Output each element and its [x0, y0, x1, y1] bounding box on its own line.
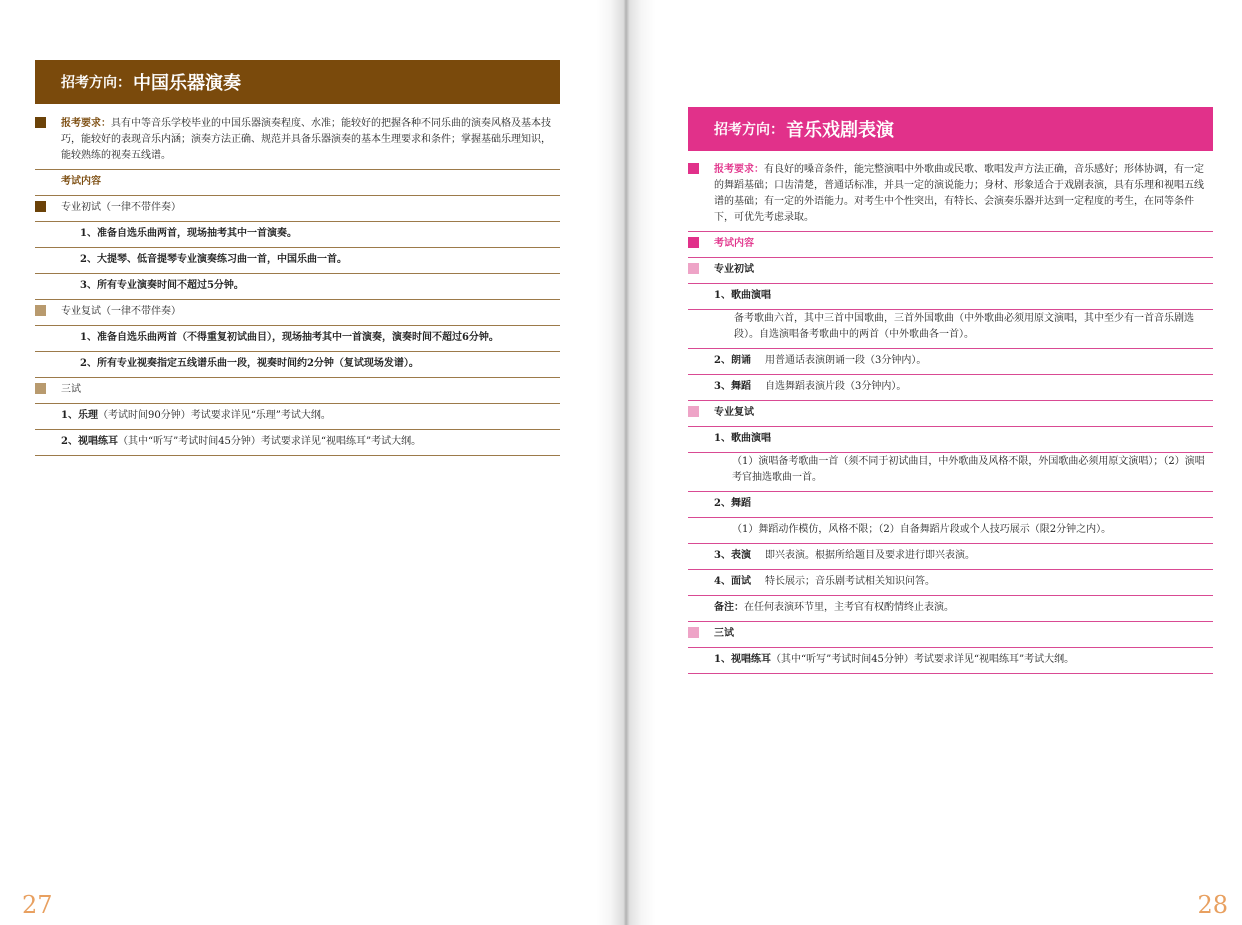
right-page: [620, 0, 1242, 925]
left-third-round-item: 1、乐理（考试时间90分钟）考试要求详见“乐理”考试大纲。: [35, 404, 560, 430]
right-header-title: 音乐戏剧表演: [786, 120, 894, 141]
right-second-singing-text: （1）演唱备考歌曲一首（须不同于初试曲目，中外歌曲及风格不限，外国歌曲必须用原文演唱）；（2）演唱考官抽选歌曲一首。: [688, 453, 1213, 492]
right-first-singing-title: 1、歌曲演唱: [688, 284, 1213, 310]
right-second-singing-title: 1、歌曲演唱: [688, 427, 1213, 453]
left-page: [0, 0, 620, 925]
left-header-label: 招考方向：: [61, 75, 131, 91]
right-second-dance-title: 2、舞蹈: [688, 492, 1213, 518]
square-bullet-icon: [35, 383, 46, 394]
square-bullet-icon: [35, 305, 46, 316]
left-first-round-item: 1、准备自选乐曲两首，现场抽考其中一首演奏。: [35, 222, 560, 248]
left-second-round-heading: 专业复试（一律不带伴奏）: [35, 300, 560, 326]
right-first-recitation: 2、朗诵 用普通话表演朗诵一段（3分钟内）。: [688, 349, 1213, 375]
square-bullet-icon: [688, 163, 699, 174]
right-requirement-label: 报考要求：: [714, 164, 764, 175]
left-second-round-item: 2、所有专业视奏指定五线谱乐曲一段，视奏时间约2分钟（复试现场发谱）。: [35, 352, 560, 378]
square-bullet-icon: [688, 263, 699, 274]
page-number-right: 28: [1197, 891, 1228, 919]
left-exam-content-heading: 考试内容: [35, 170, 560, 196]
right-header-label: 招考方向：: [714, 122, 784, 138]
square-bullet-icon: [35, 201, 46, 212]
left-third-round-item: 2、视唱练耳（其中“听写”考试时间45分钟）考试要求详见“视唱练耳”考试大纲。: [35, 430, 560, 456]
page-number-left: 27: [22, 891, 53, 919]
square-bullet-icon: [688, 406, 699, 417]
square-bullet-icon: [688, 627, 699, 638]
left-first-round-heading: 专业初试（一律不带伴奏）: [35, 196, 560, 222]
left-third-round-heading: 三试: [35, 378, 560, 404]
right-first-singing-text: 备考歌曲六首，其中三首中国歌曲，三首外国歌曲（中外歌曲必须用原文演唱，其中至少有一首音乐剧选段）。自选演唱备考歌曲中的两首（中外歌曲各一首）。: [688, 310, 1213, 349]
right-requirement-text: 有良好的嗓音条件，能完整演唱中外歌曲或民歌、歌唱发声方法正确，音乐感好；形体协调，有一定的舞蹈基础；口齿清楚，普通话标准，并具一定的演说能力；身材、形象适合于戏剧表演，具有乐理和视唱五线谱的基础；有一定的外语能力。对考生中个性突出，有特长、会演奏乐器并达到一定程度的考生，在同等条件下，可优先考虑录取。: [714, 164, 1204, 223]
right-third-round-heading: 三试: [688, 622, 1213, 648]
left-content: [35, 112, 560, 456]
left-section-header: [35, 60, 560, 104]
right-second-remark: 备注：在任何表演环节里，主考官有权酌情终止表演。: [688, 596, 1213, 622]
right-requirement: [688, 158, 1213, 232]
right-first-round-heading: 专业初试: [688, 258, 1213, 284]
left-first-round-item: 3、所有专业演奏时间不超过5分钟。: [35, 274, 560, 300]
square-bullet-icon: [688, 237, 699, 248]
left-requirement: [35, 112, 560, 170]
left-header-title: 中国乐器演奏: [133, 73, 241, 94]
left-second-round-item: 1、准备自选乐曲两首（不得重复初试曲目），现场抽考其中一首演奏，演奏时间不超过6分钟。: [35, 326, 560, 352]
right-content: [688, 158, 1213, 674]
left-requirement-label: 报考要求：: [61, 118, 111, 129]
right-section-header: [688, 107, 1213, 151]
right-second-round-heading: 专业复试: [688, 401, 1213, 427]
left-first-round-item: 2、大提琴、低音提琴专业演奏练习曲一首，中国乐曲一首。: [35, 248, 560, 274]
right-exam-content-heading: 考试内容: [688, 232, 1213, 258]
right-second-perform: 3、表演 即兴表演。根据所给题目及要求进行即兴表演。: [688, 544, 1213, 570]
right-third-round-item: 1、视唱练耳（其中“听写”考试时间45分钟）考试要求详见“视唱练耳”考试大纲。: [688, 648, 1213, 674]
right-second-dance-text: （1）舞蹈动作模仿，风格不限；（2）自备舞蹈片段或个人技巧展示（限2分钟之内）。: [688, 518, 1213, 544]
right-second-interview: 4、面试 特长展示；音乐剧考试相关知识问答。: [688, 570, 1213, 596]
left-requirement-text: 具有中等音乐学校毕业的中国乐器演奏程度、水准；能较好的把握各种不同乐曲的演奏风格及基本技巧，能较好的表现音乐内涵；演奏方法正确、规范并具备乐器演奏的基本生理要求和条件；掌握基础乐理知识，能较熟练的视奏五线谱。: [61, 118, 551, 161]
square-bullet-icon: [35, 117, 46, 128]
right-first-dance: 3、舞蹈 自选舞蹈表演片段（3分钟内）。: [688, 375, 1213, 401]
